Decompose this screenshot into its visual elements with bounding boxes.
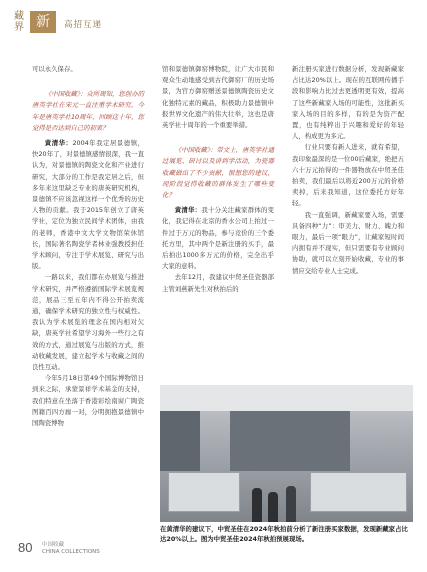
paragraph: 行业只要有新人进来，就有希望，我印象最深的是一位00后藏家，绝把五六十万元拍得的一件器物放在中贸圣佳拍卖，我们最后以将近200万元的价格卖掉，后来我知道，这位委托方好年轻。 xyxy=(292,143,404,208)
speaker-name: 黄清华： xyxy=(44,139,73,148)
section-title-box: 新态 xyxy=(30,11,56,33)
photo-visitor xyxy=(252,488,262,522)
paragraph: 去年12月，我建议中贸圣佳瓷器部主管刘燕新先生对秋拍后的 xyxy=(162,273,274,293)
magazine-name xyxy=(42,542,100,556)
page-number: 80 xyxy=(18,540,33,555)
interview-answer xyxy=(162,205,274,272)
paragraph: 我一直强调，新藏家要入场，需要具备四种“力”：审美力、财力、魄力和眼力，最后一项“眼力”，让藏家短时间内拥有并不现实，但只需要有专业顾问协助，就可以立刻开始收藏，专业的事情应交给专业人士完成。 xyxy=(292,210,404,275)
photo-display-case xyxy=(310,472,407,512)
paragraph: 新注册买家进行数据分析，发现新藏家占比达20%以上。现在的互联网传播手段和影响力比过去更透明更有效，提高了这些新藏家入场的可能性，这批新买家入场的目的多样，有的是为资产配置，也有纯粹出于兴趣和爱好的年轻人，构成更为多元。 xyxy=(292,65,404,141)
magazine-name-cn: 中国收藏 xyxy=(42,542,65,548)
paragraph: 今年5月18日第49个国际博物馆日到来之际，承蒙景祥学术基金的支持，我们特意在坐落于香港彩绘南窗广陶瓷图籍百四方廊一对，分明拥抱景德镇中国陶瓷博物 xyxy=(32,374,144,428)
interview-question: 《中国收藏》：带文上，唐英学社通过展览、研讨以及讲到学活动，为瓷器收藏做出了不少贡献，很想您的建议，现阶段觉得收藏的群体发生了哪些变化？ xyxy=(162,146,274,200)
interview-question: 《中国收藏》：众所周知，您创办的唐英学社在宋元一直注重学术研究，今年是唐英学社10周年，回顾这十年，您觉得是否达到自己的初衷？ xyxy=(32,90,144,132)
section-header xyxy=(14,9,314,52)
exhibition-photo xyxy=(160,385,413,522)
photo-visitor xyxy=(286,486,296,522)
paragraph: 馆和景德镇御窑博物院，让广大市民和观众生动地感受到古代御窑厂的历史场景，为官方御窑赠送景德镇陶瓷历史文化独特元素的藏品，积极助力景德镇申报世界文化遗产的伟大壮举，这也是唐英学社十周年的一个重要举措。 xyxy=(162,65,274,130)
section-small-label: 藏界 xyxy=(14,11,24,33)
photo-visitor xyxy=(268,492,278,522)
photo-ceiling xyxy=(160,385,413,411)
answer-text: 我十分关注藏家群体的变化，我记得在北京的香水公司上拍过一件过于万元的物品，参与竞价的三个委托方里，其中两个是新注册的买手，最后拍出1000多万元的价格，完全出乎大家的意料。 xyxy=(162,206,275,271)
photo-wall xyxy=(230,411,350,471)
interview-answer xyxy=(32,138,144,272)
paragraph: 可以永久保存。 xyxy=(32,65,77,73)
answer-text: 2004年我定居景德镇，快20年了，对景德镇感情很深，我一直认为，对景德镇的陶瓷文化和产业进行研究，大部分的工作是我定居之后，但多年来这里缺乏专业的唐英研究机构，景德镇不应该忽视这样一个优秀的历史人物的贡献。我于2015年创立了唐英学社，定位为独立民间学术团体，由我的老师，香港中文大学文物馆荣休馆长，国际著名陶瓷学者林业强教授担任学术顾问，专注于学术展览、研究与出版。 xyxy=(32,139,145,271)
photo-caption: 在黄清华的建议下，中贸圣佳在2024年秋拍前分析了新注册买家数据，发现新藏家占比达20%以上。图为中贸圣佳2024年秋拍预展现场。 xyxy=(160,525,408,543)
magazine-name-en: CHINA COLLECTIONS xyxy=(42,549,100,555)
text-column-1 xyxy=(32,64,144,429)
text-column-2 xyxy=(162,64,274,295)
section-tag: 高招互递 xyxy=(64,20,103,30)
text-column-3 xyxy=(292,64,404,277)
photo-wall xyxy=(160,411,200,471)
paragraph: 一路以来，我们都在办展览与推进学术研究，并严格遵循国际学术展览规范，展品三至五年内不得公开拍卖流通，确保学术研究的独立性与权威性。我认为学术展览的理念在国内相对欠缺，唐英学社希望学习海外一些行之有效的方式，通过展览与出版的方式，推动收藏发展，建立起学术与收藏之间的良性互动。 xyxy=(32,273,144,372)
photo-display-case xyxy=(168,472,240,512)
speaker-name: 黄清华： xyxy=(174,206,202,215)
